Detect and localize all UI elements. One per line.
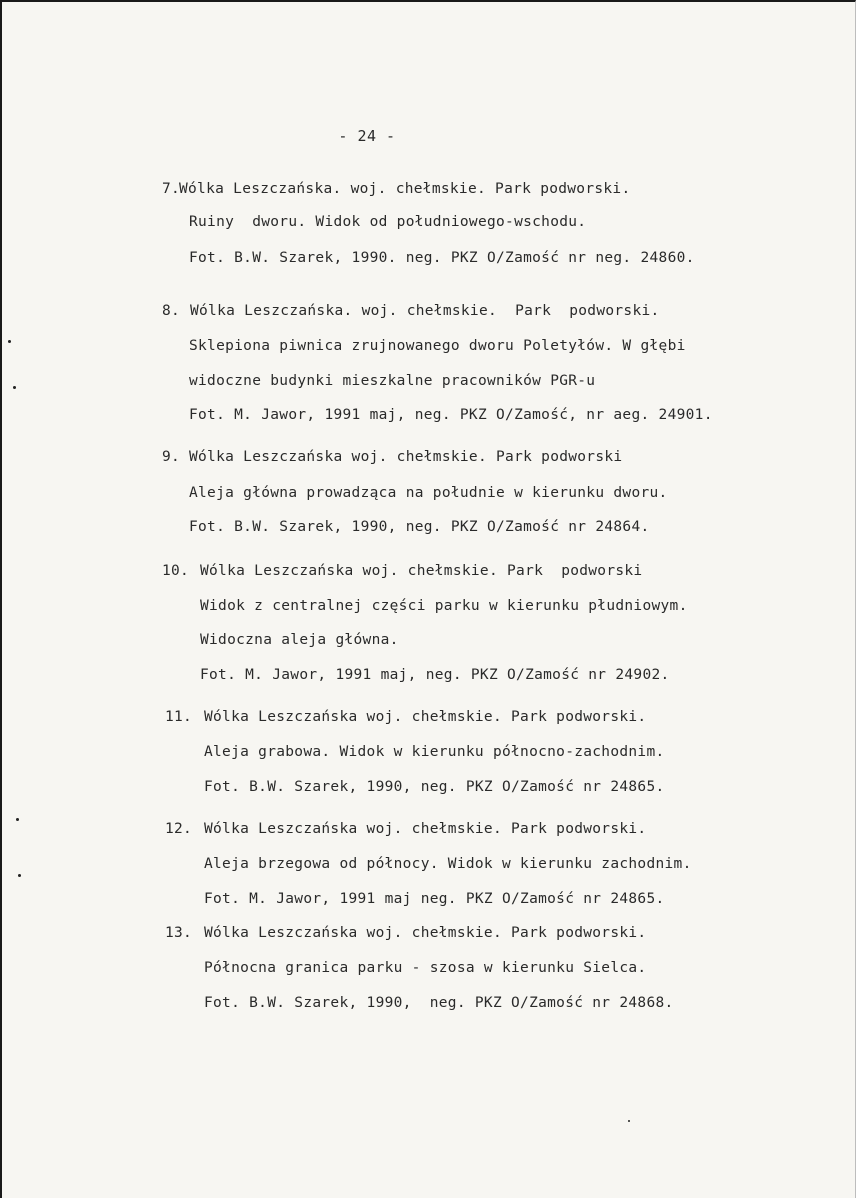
entry-line: Fot. B.W. Szarek, 1990, neg. PKZ O/Zamość nr 24865.	[204, 779, 665, 795]
entry-line: Widok z centralnej części parku w kierunku płudniowym.	[200, 598, 688, 614]
entry-line: Wólka Leszczańska woj. chełmskie. Park podworski	[189, 449, 623, 465]
entry-line: Aleja brzegowa od północy. Widok w kierunku zachodnim.	[204, 856, 692, 872]
entry-line: Wólka Leszczańska woj. chełmskie. Park podworski.	[204, 925, 647, 941]
entry-number: 11.	[165, 709, 193, 725]
entry-line: Fot. M. Jawor, 1991 maj, neg. PKZ O/Zamość, nr aeg. 24901.	[189, 407, 713, 423]
scan-speck	[8, 340, 11, 343]
entry-number: 8.	[162, 303, 181, 319]
entry-line: Ruiny dworu. Widok od południowego-wschodu.	[189, 214, 587, 230]
entry-line: Sklepiona piwnica zrujnowanego dworu Poletyłów. W głębi	[189, 338, 686, 354]
entry-line: Fot. B.W. Szarek, 1990, neg. PKZ O/Zamość nr 24864.	[189, 519, 650, 535]
entry-line: Wólka Leszczańska. woj. chełmskie. Park podworski.	[179, 181, 631, 197]
entry-number: 7.	[162, 181, 181, 197]
entry-line: Wólka Leszczańska woj. chełmskie. Park podworski.	[204, 709, 647, 725]
entry-line: Fot. M. Jawor, 1991 maj, neg. PKZ O/Zamość nr 24902.	[200, 667, 670, 683]
scan-speck	[16, 818, 19, 821]
entry-line: Wólka Leszczańska woj. chełmskie. Park podworski	[200, 563, 643, 579]
entry-line: Wólka Leszczańska. woj. chełmskie. Park podworski.	[190, 303, 660, 319]
scan-speck	[628, 1120, 630, 1122]
entry-line: Fot. M. Jawor, 1991 maj neg. PKZ O/Zamość nr 24865.	[204, 891, 665, 907]
entry-line: Fot. B.W. Szarek, 1990, neg. PKZ O/Zamość nr 24868.	[204, 995, 674, 1011]
entry-line: Widoczna aleja główna.	[200, 632, 399, 648]
entry-line: Wólka Leszczańska woj. chełmskie. Park podworski.	[204, 821, 647, 837]
entry-line: Północna granica parku - szosa w kierunku Sielca.	[204, 960, 647, 976]
scan-speck	[18, 874, 21, 877]
entry-number: 10.	[162, 563, 190, 579]
entry-number: 13.	[165, 925, 193, 941]
entry-line: Fot. B.W. Szarek, 1990. neg. PKZ O/Zamość nr neg. 24860.	[189, 250, 695, 266]
entry-number: 9.	[162, 449, 181, 465]
entry-number: 12.	[165, 821, 193, 837]
scan-speck	[13, 386, 16, 389]
entry-line: Aleja główna prowadząca na południe w kierunku dworu.	[189, 485, 668, 501]
page-number: - 24 -	[338, 127, 396, 145]
entry-line: widoczne budynki mieszkalne pracowników PGR-u	[189, 373, 596, 389]
entry-line: Aleja grabowa. Widok w kierunku północno-zachodnim.	[204, 744, 665, 760]
